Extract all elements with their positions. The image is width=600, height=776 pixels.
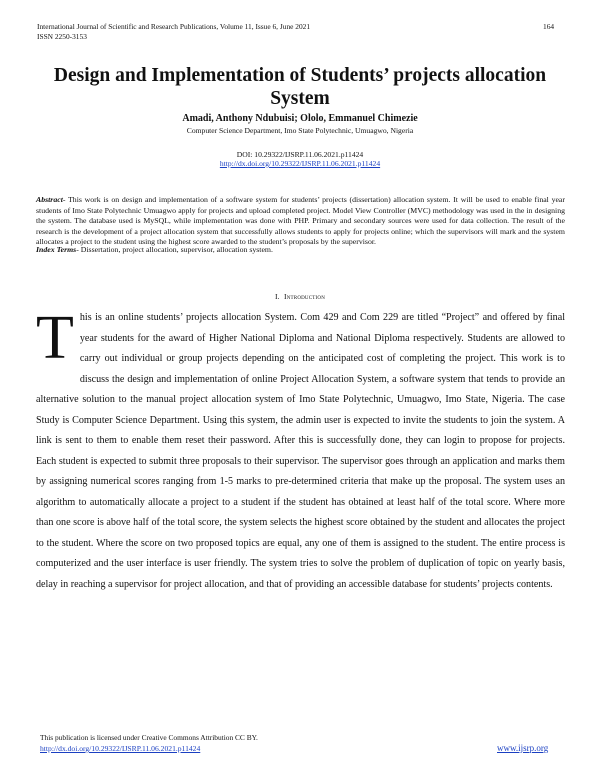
affiliation: Computer Science Department, Imo State Polytechnic, Umuagwo, Nigeria bbox=[186, 126, 414, 135]
doi-text: DOI: 10.29322/IJSRP.11.06.2021.p11424 bbox=[236, 150, 364, 159]
section-heading bbox=[40, 292, 560, 301]
drop-cap: T bbox=[36, 304, 74, 372]
abstract-label: Abstract bbox=[36, 195, 63, 204]
index-terms-text: - Dissertation, project allocation, supervisor, allocation system. bbox=[76, 245, 273, 254]
paper-title: Design and Implementation of Students’ projects allocation System bbox=[53, 65, 547, 109]
doi-link[interactable]: http://dx.doi.org/10.29322/IJSRP.11.06.2021.p11424 bbox=[219, 159, 381, 168]
footer-doi-link[interactable]: http://dx.doi.org/10.29322/IJSRP.11.06.2021.p11424 bbox=[40, 744, 201, 753]
running-header bbox=[37, 22, 437, 42]
license-note: This publication is licensed under Creative Commons Attribution CC BY. bbox=[40, 733, 258, 742]
abstract-text: - This work is on design and implementation of a software system for students’ projects (dissertation) allocation system. It will be used to enable final year students of Imo State Polytechnic Umuagwo apply for projects and upload completed project. Model View Controller (MVC) methodology was used in the in designing the system. The database used is MySQL, while implementation was done with PHP. Primary and secondary sources were used for data collection. The result of the research is the development of a project allocation system that successfully allows students to apply for projects online; which the supervisors will mark and the system allocates a project to the student using the highest score awarded to the student’s proposals by the supervisor. bbox=[36, 195, 565, 247]
website-link[interactable]: www.ijsrp.org bbox=[497, 743, 549, 753]
index-terms bbox=[36, 245, 565, 255]
section-title: Introduction bbox=[283, 292, 326, 301]
introduction-text: his is an online students’ projects allocation System. Com 429 and Com 229 are titled “Project” and offered by final year students for the award of Higher National Diploma and National Diploma respectively. Students are allowed to carry out individual or group projects depending on the anticipated cost of completing the project. This work is to discuss the design and implementation of online Project Allocation System, a software system that tends to provide an alternative solution to the manual project allocation system of Imo State Polytechnic, Umuagwo, Imo State, Nigeria. The case Study is Computer Science Department. Using this system, the admin user is expected to invite the students to join the system. A link is sent to them to enable them reset their password. After this is successfully done, they can login to propose for projects. Each student is expected to submit three proposals to their supervisor. The supervisor goes through an application and marks them by assigning numerical scores ranging from 1-5 marks to pre-determined criteria that make up the proposal. The system uses an algorithm to automatically allocate a project to a student if the student has obtained at least half of the total score. Where more than one score is above half of the total score, the system selects the highest score obtained by the student and allocates the project to the student. Where the score on two proposed topics are equal, any one of them is assigned to the student. The entire process is computerized and the user interface is user friendly. The system tries to solve the problem of duplication of topic on yearly basis, delay in reaching a supervisor for project allocation, and that of providing an accessible database for students’ projects contents. bbox=[36, 312, 565, 590]
introduction-paragraph bbox=[36, 304, 565, 595]
authors: Amadi, Anthony Ndubuisi; Ololo, Emmanuel Chimezie bbox=[182, 113, 418, 124]
index-terms-label: Index Terms bbox=[36, 245, 77, 254]
section-number: I. bbox=[274, 292, 280, 301]
issn: ISSN 2250-3153 bbox=[37, 32, 87, 41]
page-number: 164 bbox=[543, 22, 555, 31]
journal-line: International Journal of Scientific and Research Publications, Volume 11, Issue 6, June 2021 bbox=[37, 22, 311, 31]
abstract bbox=[36, 195, 565, 248]
